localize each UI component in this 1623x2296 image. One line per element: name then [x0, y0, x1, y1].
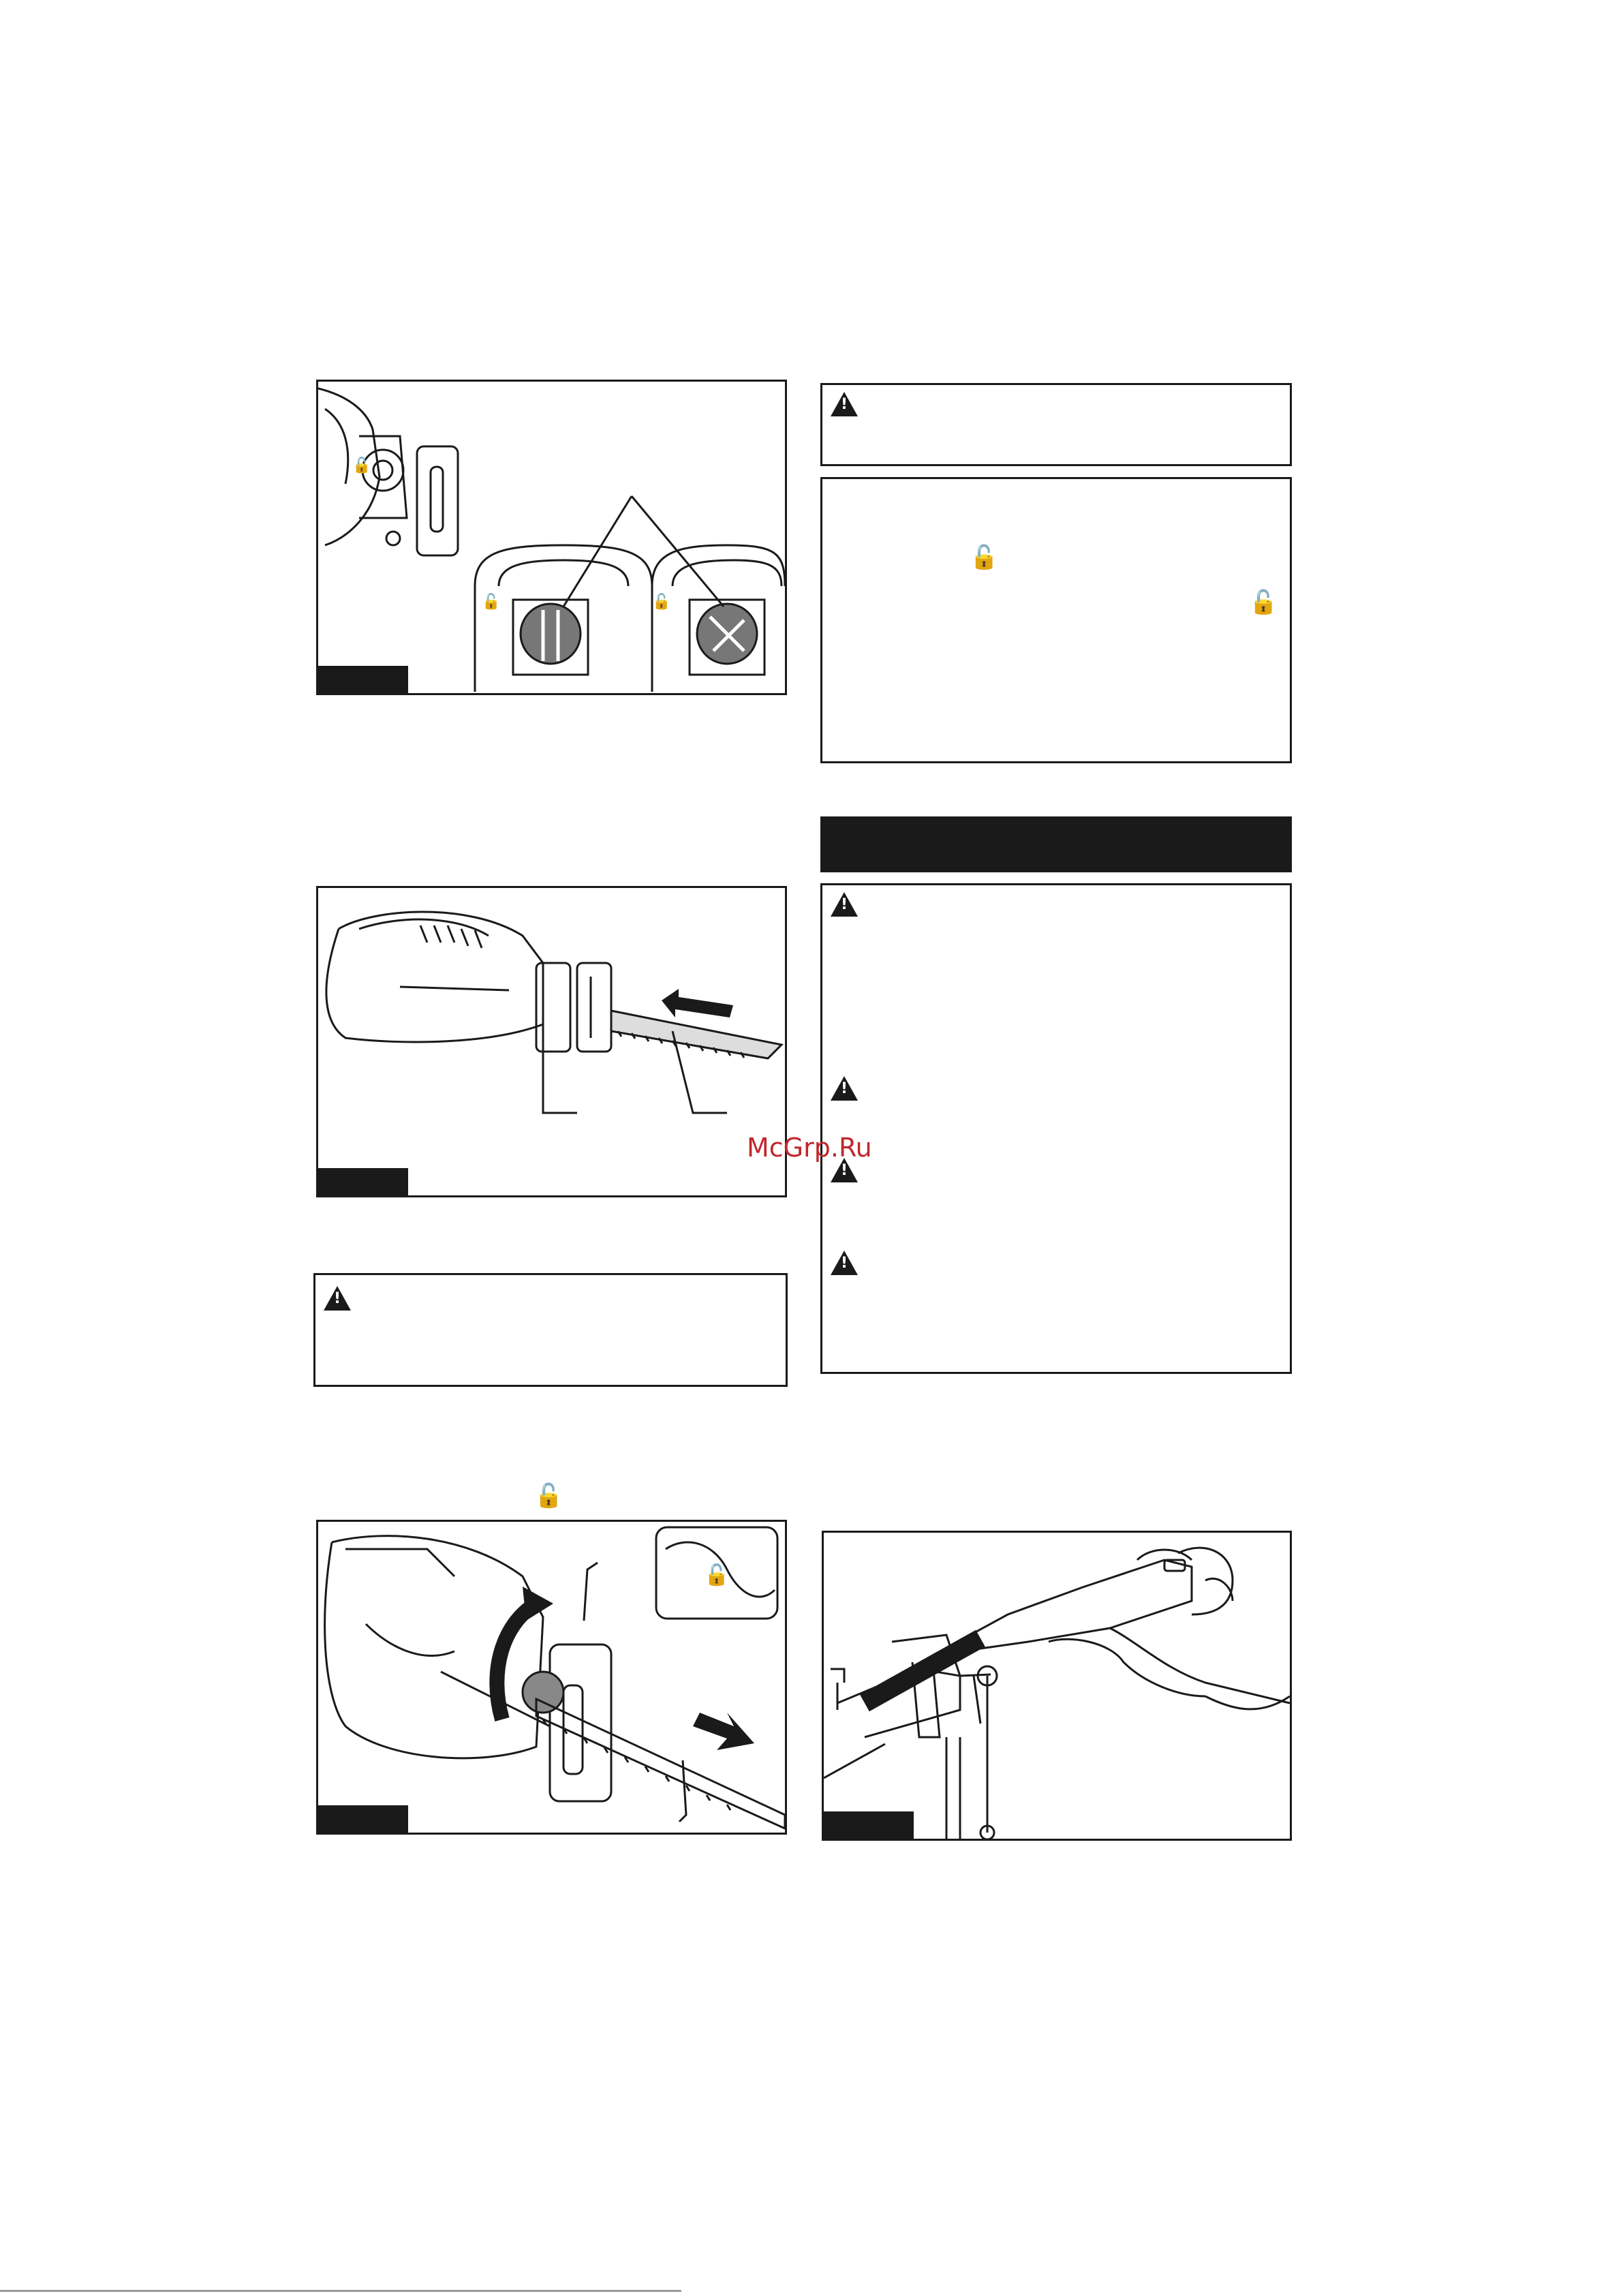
- remove-blade-illustration: [318, 1522, 785, 1833]
- warning-box-top-right: [820, 383, 1292, 466]
- insert-arrow-icon: [662, 989, 733, 1017]
- figure-insert-blade: [316, 886, 787, 1197]
- page-bottom-rule: [0, 2290, 681, 2292]
- figure-number-tag: [318, 1168, 408, 1195]
- warning-triangle-icon: [831, 1251, 858, 1275]
- watermark: McGrp.Ru: [747, 1133, 872, 1163]
- svg-text:🔓: 🔓: [652, 594, 671, 611]
- pull-arrow-icon: [693, 1713, 754, 1750]
- unlock-icon: 🔓: [970, 544, 999, 571]
- svg-text:🔓: 🔓: [704, 1563, 730, 1587]
- figure-blade-clamp-positions: [316, 380, 787, 695]
- warning-box-operation: [820, 883, 1292, 1374]
- blade-clamp-illustration: [318, 382, 785, 693]
- warning-triangle-icon: [831, 1076, 858, 1101]
- warning-triangle-icon: [831, 892, 858, 917]
- unlock-icon: 🔓: [1249, 589, 1278, 616]
- unlock-icon: 🔓: [534, 1482, 563, 1510]
- section-header-bar: [820, 816, 1292, 872]
- cutting-pipe-illustration: [824, 1533, 1290, 1839]
- warning-triangle-icon: [831, 392, 858, 416]
- warning-box-left: [313, 1273, 788, 1387]
- notice-box-right: [820, 477, 1292, 763]
- svg-text:🔓: 🔓: [352, 457, 371, 474]
- figure-number-tag: [318, 1805, 408, 1833]
- figure-remove-blade: [316, 1520, 787, 1835]
- figure-number-tag: [824, 1811, 914, 1839]
- warning-triangle-icon: [324, 1286, 351, 1311]
- figure-number-tag: [318, 666, 408, 693]
- figure-cutting-pipe-vise: [822, 1531, 1292, 1841]
- svg-text:🔓: 🔓: [482, 594, 501, 611]
- insert-blade-illustration: [318, 888, 785, 1195]
